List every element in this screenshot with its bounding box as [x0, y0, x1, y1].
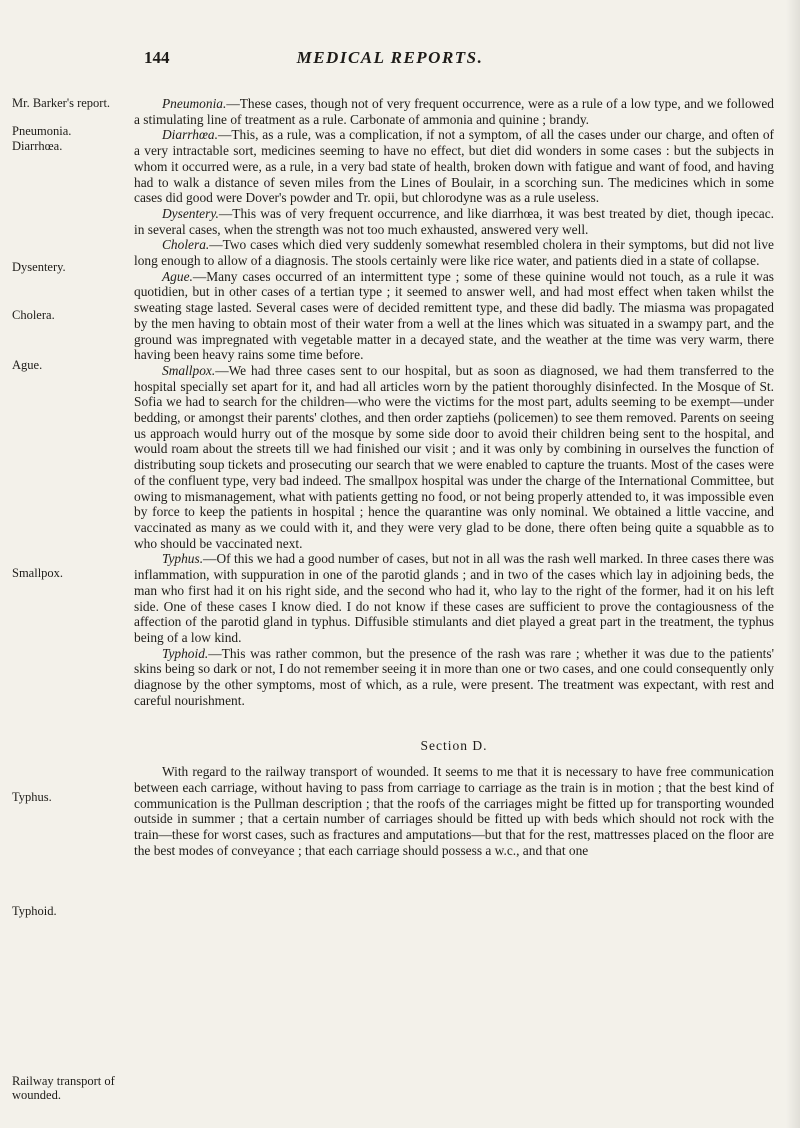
section-heading: Section D.: [420, 738, 488, 754]
margin-note-ague: Ague.: [12, 358, 43, 372]
paragraph-lead: Typhoid.: [162, 645, 209, 661]
paragraph-ague: [134, 269, 774, 363]
margin-note-railway: Railway transport of wounded.: [12, 1074, 115, 1102]
page-header: [40, 48, 760, 78]
margin-note-typhus: Typhus.: [12, 790, 52, 804]
paragraph-text: —Of this we had a good number of cases, but not in all was the rash well marked. In three cases there was inflammation, with suppuration in one of the parotid glands ; and in two of the cases which lay in adjoining beds, the man who first had it on his right side, and the second who had it, who lay to the right of the former, had it on his left side. One of these cases I know died. I do not know if these cases are sufficient to prove the contagiousness of the affection of the parotid gland in typhus. Diffusible stimulants and diet played a great part in the treatment, the typhus being of a low kind.: [134, 551, 774, 645]
paragraph-lead: Typhus.: [162, 551, 204, 567]
paragraph-dysentery: [134, 206, 774, 237]
paragraph-typhus: [134, 551, 774, 645]
paragraph-railway-transport: With regard to the railway transport of wounded. It seems to me that it is necessary to have free communication between each carriage, without having to pass from carriage to carriage as the train is in motion ; that the best kind of communication is the Pullman description ; that the roofs of the carriages might be fitted up for transporting wounded outside in summer ; that a certain number of carriages should be fitted up with beds which should not rock with the train—these for worst cases, such as fractures and amputations—but that for the rest, mattresses placed on the floor are the best modes of conveyance ; that each carriage should possess a w.c., and that one: [134, 764, 774, 858]
paragraph-lead: Smallpox.: [162, 362, 216, 378]
paragraph-text: —This was of very frequent occurrence, and like diarrhœa, it was best treated by diet, though ipecac. in several cases, when the strength was not too much exhausted, answered very well.: [134, 205, 774, 237]
body-text: [134, 96, 774, 858]
paragraph-text: —These cases, though not of very frequent occurrence, were as a rule of a low type, and we followed a stimulating line of treatment as a rule. Carbonate of ammonia and quinine ; brandy.: [134, 96, 774, 127]
margin-note-dysentery: Dysentery.: [12, 260, 66, 274]
page-number: 144: [144, 48, 170, 67]
margin-note-report: Mr. Barker's report.: [12, 96, 111, 110]
paragraph-text: —We had three cases sent to our hospital, but as soon as diagnosed, we had them transferred to the hospital specially set apart for it, and had all articles worn by the patient thoroughly disinfected. In the Mosque of St. Sofia we had to search for the children—who were the victims for the most part, adults seeming to be exempt—under bedding, or amongst their parents' clothes, and then order zaptiehs (policemen) to see them removed. Parents on seeing us approach would hurry out of the mosque by some side door to avoid their children being sent to the hospital, and would roam about the streets till we had finished our visit ; and it was only by combining in ourselves the function of distributing soup tickets and prosecuting our search that we were enabled to capture the truants. Most of the cases were of the confluent type, very bad indeed. The smallpox hospital was under the charge of the International Committee, but owing to mismanagement, what with patients getting no food, or not being properly attended to, it was impossible even by force to keep the patients in hospital ; hence the quarantine was only nominal. We obtained a little vaccine, and vaccinated as many as we could with it, and they were very glad to be done, there often being quite a squabble as to who should be vaccinated next.: [134, 362, 774, 551]
paragraph-lead: Ague.: [162, 268, 193, 284]
paragraph-lead: Cholera.: [162, 237, 210, 253]
paragraph-lead: Dysentery.: [162, 205, 219, 221]
paragraph-text: —This was rather common, but the presence of the rash was rare ; whether it was due to the patients' skins being so dark or not, I do not remember seeing it in more than one or two cases, and one could consequently only diagnose by the other symptoms, most of which, as a rule, were present. The treatment was expectant, with rest and careful nourishment.: [134, 645, 774, 708]
paragraph-text: —This, as a rule, was a complication, if not a symptom, of all the cases under our charge, and often of a very intractable sort, medicines seeming to have no effect, but diet did wonders in some cases : but the subjects in whom it occurred were, as a rule, in a very bad state of health, broken down with fatigue and want of food, and having had to walk a distance of seven miles from the Lines of Boulair, in a scorching sun. The medicines which in some cases did good were Dover's powder and Tr. opii, but chlorodyne was as a rule useless.: [134, 127, 774, 206]
margin-note-pneumonia: Pneumonia.: [12, 124, 72, 138]
margin-note-cholera: Cholera.: [12, 308, 55, 322]
page-edge-shadow: [786, 0, 800, 1128]
paragraph-text: —Two cases which died very suddenly somewhat resembled cholera in their symptoms, but did not live long enough to allow of a diagnosis. The stools certainly were like rice water, and patients died in a state of collapse.: [134, 237, 774, 269]
margin-note-diarrhoea: Diarrhœa.: [12, 139, 63, 153]
paragraph-typhoid: [134, 646, 774, 709]
paragraph-lead: Pneumonia.: [162, 96, 227, 111]
running-title: MEDICAL REPORTS.: [296, 48, 484, 67]
paragraph-smallpox: [134, 363, 774, 551]
paragraph-pneumonia: [134, 96, 774, 127]
paragraph-text: —Many cases occurred of an intermittent type ; some of these quinine would not touch, as a rule it was quotidien, but in other cases of a tertian type ; it seemed to answer well, and had most effect when taken whilst the sweating stage lasted. Several cases were of decided remittent type, and these did badly. The miasma was propagated by the men having to obtain most of their water from a well at the lines which was situated in a swampy part, and the ground was impregnated with vegetable matter in a decayed state, and the weather at the time was very warm, there having been heavy rains some time before.: [134, 268, 774, 363]
paragraph-lead: Diarrhœa.: [162, 127, 218, 143]
paragraph-cholera: [134, 237, 774, 268]
margin-note-smallpox: Smallpox.: [12, 566, 64, 580]
paragraph-diarrhoea: [134, 127, 774, 206]
margin-note-typhoid: Typhoid.: [12, 904, 57, 918]
